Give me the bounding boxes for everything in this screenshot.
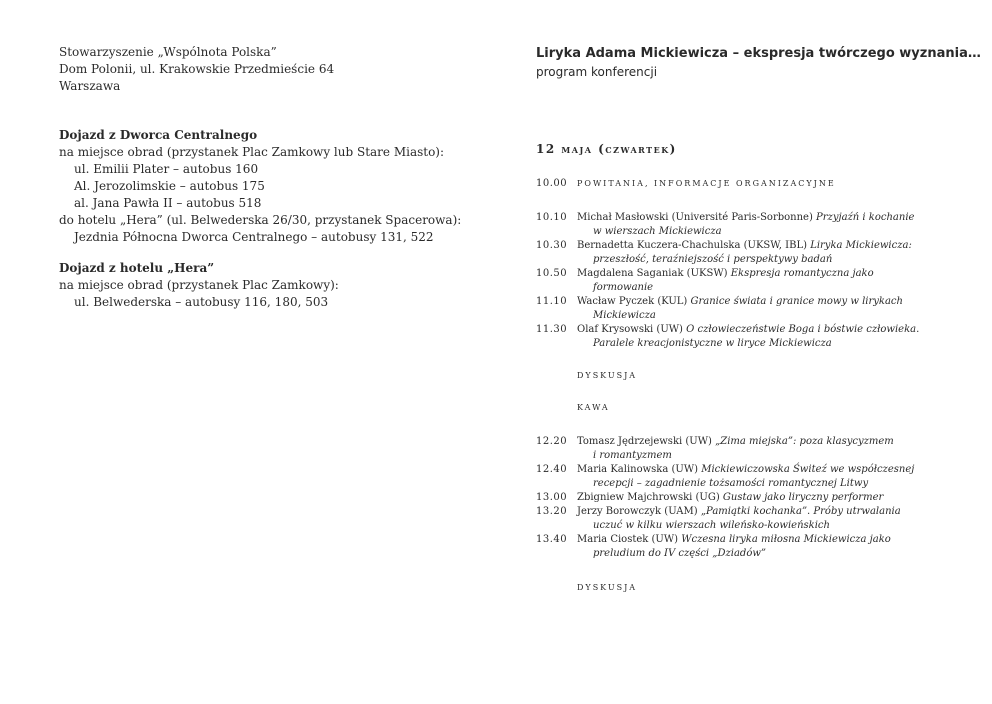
event-first-line [577, 296, 903, 307]
schedule-item [536, 435, 956, 463]
schedule-event [577, 435, 956, 463]
conference-subtitle: program konferencji [536, 65, 658, 79]
talk-title-continued: i romantyzmem [593, 450, 672, 461]
section-label: DYSKUSJA [577, 371, 638, 380]
talk-title: „Pamiątki kochanka”. Próby utrwalania [700, 506, 901, 517]
schedule-item [536, 295, 956, 323]
talk-title: Liryka Mickiewicza: [810, 240, 912, 251]
directions-line: Al. Jerozolimskie – autobus 175 [74, 179, 265, 193]
schedule-time: 11.10 [536, 296, 568, 307]
schedule-event [577, 267, 956, 295]
schedule-section-label [536, 177, 956, 191]
talk-title-continued: w wierszach Mickiewicza [593, 226, 722, 237]
day-heading: 12 maja (czwartek) [536, 142, 677, 156]
schedule-item [536, 239, 956, 267]
talk-title: Wczesna liryka miłosna Mickiewicza jako [681, 534, 891, 545]
speaker-name: Maria Kalinowska (UW) [577, 464, 699, 475]
schedule-event [577, 505, 956, 533]
talk-title-continued: Mickiewicza [593, 310, 656, 321]
schedule-item [536, 267, 956, 295]
schedule-section-label [536, 369, 956, 383]
schedule-time [536, 581, 577, 595]
event-first-line [577, 492, 883, 503]
speaker-name: Wacław Pyczek (KUL) [577, 296, 688, 307]
schedule-event [577, 491, 956, 505]
schedule-event [577, 295, 956, 323]
schedule-event [577, 369, 956, 383]
schedule-event [577, 401, 956, 415]
schedule-time [536, 369, 577, 383]
schedule-event [577, 323, 956, 351]
schedule-time: 13.40 [536, 534, 568, 545]
schedule-time: 13.20 [536, 506, 568, 517]
schedule-time: 13.00 [536, 492, 568, 503]
speaker-name: Zbigniew Majchrowski (UG) [577, 492, 720, 503]
directions-line: do hotelu „Hera” (ul. Belwederska 26/30, przystanek Spacerowa): [59, 213, 462, 227]
section-label: KAWA [577, 403, 610, 412]
schedule-time: 10.00 [536, 178, 568, 189]
schedule-event [577, 177, 956, 191]
speaker-name: Tomasz Jędrzejewski (UW) [577, 436, 712, 447]
talk-title: Ekspresja romantyczna jako [730, 268, 874, 279]
venue-line: Dom Polonii, ul. Krakowskie Przedmieście 64 [59, 62, 335, 76]
directions-line: na miejsce obrad (przystanek Plac Zamkowy): [59, 278, 339, 292]
speaker-name: Olaf Krysowski (UW) [577, 324, 683, 335]
speaker-name: Jerzy Borowczyk (UAM) [577, 506, 698, 517]
speaker-name: Maria Ciostek (UW) [577, 534, 679, 545]
directions-line: ul. Belwederska – autobusy 116, 180, 503 [74, 295, 329, 309]
schedule-event [577, 581, 956, 595]
talk-title: Gustaw jako liryczny performer [722, 492, 884, 503]
event-first-line [577, 464, 914, 475]
talk-title: O człowieczeństwie Boga i bóstwie człowieka. [686, 324, 920, 335]
venue-line: Warszawa [59, 79, 121, 93]
conference-title: Liryka Adama Mickiewicza – ekspresja twórczego wyznania… [536, 46, 981, 61]
directions-line: ul. Emilii Plater – autobus 160 [74, 162, 259, 176]
event-first-line [577, 212, 914, 223]
directions-line: Jezdnia Północna Dworca Centralnego – autobusy 131, 522 [74, 230, 434, 244]
talk-title: Granice świata i granice mowy w lirykach [690, 296, 903, 307]
talk-title-continued: formowanie [593, 282, 654, 293]
directions-heading: Dojazd z hotelu „Hera” [59, 261, 215, 275]
event-first-line [577, 506, 901, 517]
schedule-time [536, 401, 577, 415]
talk-title-continued: Paralele kreacjonistyczne w liryce Mickiewicza [593, 338, 832, 349]
talk-title: Przyjaźń i kochanie [816, 212, 915, 223]
talk-title-continued: preludium do IV części „Dziadów” [593, 548, 767, 559]
schedule-time: 12.40 [536, 464, 568, 475]
schedule-item [536, 463, 956, 491]
schedule-time: 11.30 [536, 324, 568, 335]
schedule-time: 10.10 [536, 212, 568, 223]
schedule-section-label [536, 401, 956, 415]
section-label: DYSKUSJA [577, 583, 638, 592]
directions-heading: Dojazd z Dworca Centralnego [59, 128, 258, 142]
schedule-item [536, 491, 956, 505]
schedule-section-label [536, 581, 956, 595]
right-page [496, 0, 992, 704]
talk-title: „Zima miejska”: poza klasycyzmem [715, 436, 894, 447]
schedule-time: 10.30 [536, 240, 568, 251]
event-first-line [577, 240, 912, 251]
venue-line: Stowarzyszenie „Wspólnota Polska” [59, 45, 277, 59]
speaker-name: Bernadetta Kuczera-Chachulska (UKSW, IBL) [577, 240, 807, 251]
talk-title: Mickiewiczowska Świteź we współczesnej [701, 464, 915, 475]
schedule-item [536, 533, 956, 561]
schedule-item [536, 211, 956, 239]
event-first-line [577, 534, 891, 545]
section-label: POWITANIA, INFORMACJE ORGANIZACYJNE [577, 179, 836, 188]
talk-title-continued: przeszłość, teraźniejszość i perspektywy badań [593, 254, 833, 265]
directions-from-central-station [59, 127, 461, 246]
schedule-list [536, 177, 956, 595]
speaker-name: Magdalena Saganiak (UKSW) [577, 268, 728, 279]
venue-address [59, 44, 334, 95]
schedule-item [536, 505, 956, 533]
schedule-event [577, 239, 956, 267]
talk-title-continued: recepcji – zagadnienie tożsamości romantycznej Litwy [593, 478, 869, 489]
schedule-item [536, 323, 956, 351]
event-first-line [577, 324, 919, 335]
event-first-line [577, 268, 874, 279]
speaker-name: Michał Masłowski (Université Paris-Sorbonne) [577, 212, 813, 223]
schedule-event [577, 463, 956, 491]
schedule-event [577, 533, 956, 561]
schedule-time: 10.50 [536, 268, 568, 279]
directions-line: na miejsce obrad (przystanek Plac Zamkowy lub Stare Miasto): [59, 145, 445, 159]
directions-line: al. Jana Pawła II – autobus 518 [74, 196, 262, 210]
schedule-time: 12.20 [536, 436, 568, 447]
schedule-event [577, 211, 956, 239]
talk-title-continued: uczuć w kilku wierszach wileńsko-kowieńskich [593, 520, 830, 531]
directions-from-hotel [59, 260, 339, 311]
event-first-line [577, 436, 894, 447]
